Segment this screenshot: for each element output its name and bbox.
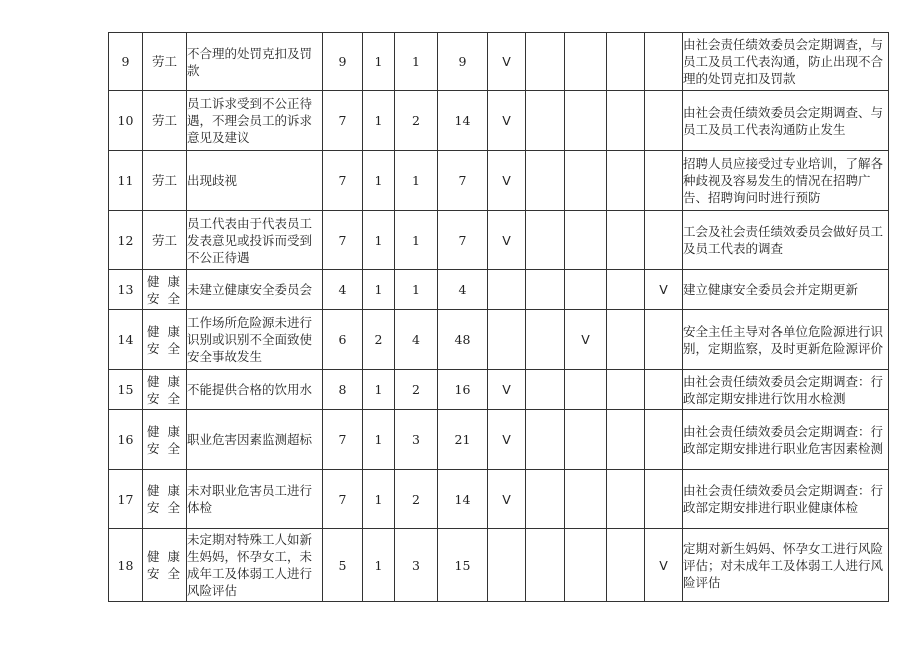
likelihood-value: 7: [323, 211, 363, 270]
category-cell: 健康安全: [143, 270, 187, 310]
risk-score-value: 7: [438, 211, 488, 270]
level-mark-3: V: [565, 310, 607, 370]
level-mark-4: [607, 470, 645, 529]
exposure-value: 1: [395, 270, 438, 310]
level-mark-1: V: [488, 370, 526, 410]
level-mark-1: [488, 270, 526, 310]
level-mark-2: [526, 151, 565, 211]
level-mark-3: [565, 370, 607, 410]
severity-value: 1: [363, 529, 395, 602]
level-mark-5: [645, 91, 683, 151]
level-mark-2: [526, 310, 565, 370]
risk-description: 不合理的处罚克扣及罚款: [187, 33, 323, 91]
level-mark-3: [565, 410, 607, 470]
level-mark-5: [645, 470, 683, 529]
level-mark-5: V: [645, 529, 683, 602]
row-number: 13: [109, 270, 143, 310]
level-mark-3: [565, 470, 607, 529]
risk-description: 不能提供合格的饮用水: [187, 370, 323, 410]
control-measure: 由社会责任绩效委员会定期调查、与员工及员工代表沟通防止发生: [683, 91, 889, 151]
level-mark-2: [526, 370, 565, 410]
exposure-value: 3: [395, 410, 438, 470]
level-mark-4: [607, 151, 645, 211]
level-mark-5: [645, 151, 683, 211]
severity-value: 1: [363, 270, 395, 310]
severity-value: 1: [363, 151, 395, 211]
row-number: 16: [109, 410, 143, 470]
risk-score-value: 14: [438, 91, 488, 151]
level-mark-4: [607, 310, 645, 370]
level-mark-5: [645, 310, 683, 370]
level-mark-5: [645, 410, 683, 470]
exposure-value: 1: [395, 211, 438, 270]
severity-value: 1: [363, 410, 395, 470]
control-measure: 招聘人员应接受过专业培训，了解各种歧视及容易发生的情况在招聘广告、招聘询问时进行预防: [683, 151, 889, 211]
control-measure: 由社会责任绩效委员会定期调查，与员工及员工代表沟通，防止出现不合理的处罚克扣及罚款: [683, 33, 889, 91]
likelihood-value: 7: [323, 91, 363, 151]
table-row: [109, 151, 889, 211]
level-mark-5: V: [645, 270, 683, 310]
level-mark-2: [526, 33, 565, 91]
risk-score-value: 9: [438, 33, 488, 91]
row-number: 11: [109, 151, 143, 211]
level-mark-2: [526, 270, 565, 310]
level-mark-1: [488, 529, 526, 602]
level-mark-1: V: [488, 410, 526, 470]
level-mark-2: [526, 91, 565, 151]
risk-score-value: 16: [438, 370, 488, 410]
level-mark-3: [565, 151, 607, 211]
level-mark-5: [645, 211, 683, 270]
table-row: [109, 211, 889, 270]
likelihood-value: 7: [323, 410, 363, 470]
level-mark-4: [607, 211, 645, 270]
level-mark-3: [565, 270, 607, 310]
category-cell: 健康安全: [143, 370, 187, 410]
table-row: [109, 470, 889, 529]
risk-score-value: 7: [438, 151, 488, 211]
level-mark-2: [526, 529, 565, 602]
level-mark-5: [645, 370, 683, 410]
likelihood-value: 9: [323, 33, 363, 91]
risk-score-value: 4: [438, 270, 488, 310]
risk-score-value: 14: [438, 470, 488, 529]
likelihood-value: 7: [323, 470, 363, 529]
control-measure: 工会及社会责任绩效委员会做好员工及员工代表的调查: [683, 211, 889, 270]
level-mark-3: [565, 211, 607, 270]
severity-value: 2: [363, 310, 395, 370]
level-mark-4: [607, 33, 645, 91]
level-mark-1: V: [488, 33, 526, 91]
likelihood-value: 4: [323, 270, 363, 310]
row-number: 10: [109, 91, 143, 151]
row-number: 12: [109, 211, 143, 270]
severity-value: 1: [363, 211, 395, 270]
table-row: [109, 310, 889, 370]
table-row: [109, 91, 889, 151]
risk-description: 出现歧视: [187, 151, 323, 211]
risk-description: 未定期对特殊工人如新生妈妈，怀孕女工，未成年工及体弱工人进行风险评估: [187, 529, 323, 602]
row-number: 17: [109, 470, 143, 529]
control-measure: 建立健康安全委员会并定期更新: [683, 270, 889, 310]
exposure-value: 2: [395, 470, 438, 529]
level-mark-1: V: [488, 91, 526, 151]
category-cell: 健康安全: [143, 470, 187, 529]
exposure-value: 1: [395, 151, 438, 211]
risk-score-value: 15: [438, 529, 488, 602]
control-measure: 由社会责任绩效委员会定期调查：行政部定期安排进行饮用水检测: [683, 370, 889, 410]
level-mark-4: [607, 410, 645, 470]
level-mark-3: [565, 91, 607, 151]
likelihood-value: 7: [323, 151, 363, 211]
category-cell: 劳工: [143, 91, 187, 151]
level-mark-3: [565, 529, 607, 602]
level-mark-5: [645, 33, 683, 91]
row-number: 14: [109, 310, 143, 370]
level-mark-1: V: [488, 211, 526, 270]
likelihood-value: 6: [323, 310, 363, 370]
severity-value: 1: [363, 91, 395, 151]
table-row: [109, 529, 889, 602]
level-mark-2: [526, 470, 565, 529]
level-mark-4: [607, 529, 645, 602]
risk-score-value: 48: [438, 310, 488, 370]
row-number: 15: [109, 370, 143, 410]
likelihood-value: 8: [323, 370, 363, 410]
risk-description: 工作场所危险源未进行识别或识别不全面致使安全事故发生: [187, 310, 323, 370]
risk-description: 未建立健康安全委员会: [187, 270, 323, 310]
exposure-value: 2: [395, 370, 438, 410]
table-row: [109, 33, 889, 91]
level-mark-1: V: [488, 151, 526, 211]
severity-value: 1: [363, 470, 395, 529]
table-row: [109, 370, 889, 410]
control-measure: 由社会责任绩效委员会定期调查：行政部定期安排进行职业危害因素检测: [683, 410, 889, 470]
category-cell: 劳工: [143, 211, 187, 270]
control-measure: 安全主任主导对各单位危险源进行识别，定期监察，及时更新危险源评价: [683, 310, 889, 370]
level-mark-2: [526, 410, 565, 470]
row-number: 18: [109, 529, 143, 602]
exposure-value: 4: [395, 310, 438, 370]
category-cell: 劳工: [143, 33, 187, 91]
likelihood-value: 5: [323, 529, 363, 602]
category-cell: 健康安全: [143, 529, 187, 602]
level-mark-1: V: [488, 470, 526, 529]
category-cell: 健康安全: [143, 410, 187, 470]
level-mark-3: [565, 33, 607, 91]
level-mark-1: [488, 310, 526, 370]
control-measure: 由社会责任绩效委员会定期调查：行政部定期安排进行职业健康体检: [683, 470, 889, 529]
category-cell: 劳工: [143, 151, 187, 211]
control-measure: 定期对新生妈妈、怀孕女工进行风险评估；对未成年工及体弱工人进行风险评估: [683, 529, 889, 602]
severity-value: 1: [363, 370, 395, 410]
risk-description: 员工诉求受到不公正待遇，不理会员工的诉求意见及建议: [187, 91, 323, 151]
table-row: [109, 410, 889, 470]
risk-description: 职业危害因素监测超标: [187, 410, 323, 470]
exposure-value: 1: [395, 33, 438, 91]
category-cell: 健康安全: [143, 310, 187, 370]
row-number: 9: [109, 33, 143, 91]
level-mark-2: [526, 211, 565, 270]
risk-assessment-table: [108, 32, 889, 602]
risk-description: 员工代表由于代表员工发表意见或投诉而受到不公正待遇: [187, 211, 323, 270]
risk-description: 未对职业危害员工进行体检: [187, 470, 323, 529]
exposure-value: 2: [395, 91, 438, 151]
level-mark-4: [607, 370, 645, 410]
severity-value: 1: [363, 33, 395, 91]
exposure-value: 3: [395, 529, 438, 602]
table-row: [109, 270, 889, 310]
risk-score-value: 21: [438, 410, 488, 470]
level-mark-4: [607, 91, 645, 151]
level-mark-4: [607, 270, 645, 310]
